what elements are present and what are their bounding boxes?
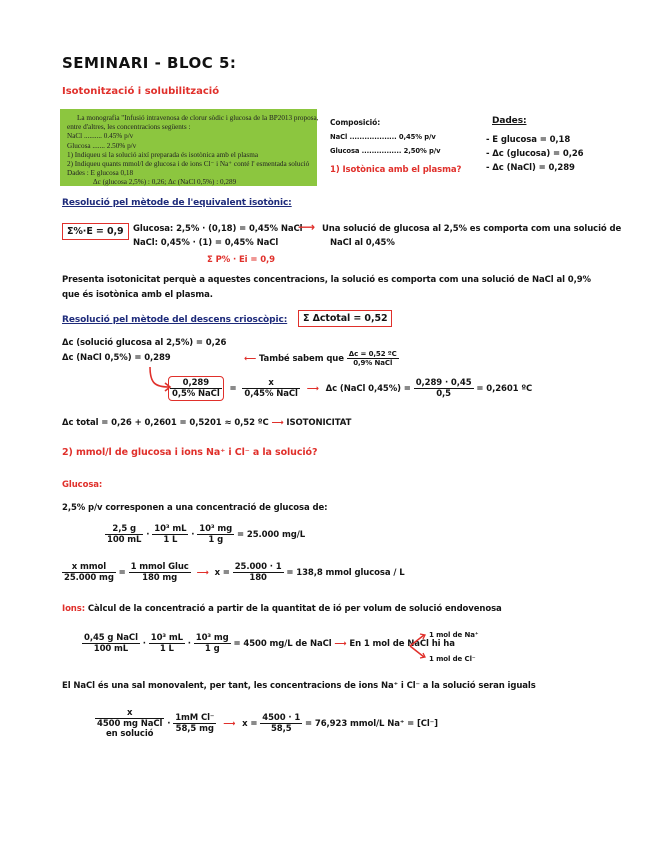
denominator: 180 [249, 573, 267, 583]
equiv-formula: Σ%·E = 0,9 [62, 223, 129, 240]
composition-header: Composició: [330, 118, 381, 127]
equiv-note: NaCl al 0,45% [330, 238, 395, 248]
fraction [82, 633, 140, 654]
problem-statement [60, 109, 317, 186]
ions-conversion [82, 633, 455, 654]
numerator: Δc = 0,52 ºC [348, 350, 397, 358]
denominator: 1 g [208, 535, 224, 545]
problem-line: NaCl .......... 0.45% p/v [67, 132, 134, 141]
denominator: 0,5 [436, 389, 451, 399]
problem-line: Dades : E glucosa 0,18 [67, 169, 134, 178]
times: · [142, 639, 146, 649]
monovalent-text: El NaCl és una sal monovalent, per tant, les concentracions de ions Na⁺ i Cl⁻ a la solució seran iguals [62, 681, 536, 691]
glucosa-conversion [105, 524, 305, 545]
problem-line: 1) Indiqueu si la solució així preparada és isotònica amb el plasma [67, 150, 259, 159]
composition-nacl: NaCl ................... 0,45% p/v [330, 133, 436, 141]
equiv-conclusion: que és isotònica amb el plasma. [62, 290, 213, 300]
fraction [347, 350, 399, 367]
cryo-line: Δc (solució glucosa al 2,5%) = 0,26 [62, 338, 227, 348]
numerator: 25.000 · 1 [234, 562, 282, 572]
cryo-line: Δc (NaCl 0,5%) = 0,289 [62, 353, 171, 363]
cryo-result-post: = 0,2601 ºC [476, 384, 533, 394]
arrow-icon: ⟶ [306, 384, 319, 394]
equals: = [118, 568, 126, 578]
equiv-conclusion: Presenta isotonicitat perquè a aquestes concentracions, la solució es comporta com una solució de NaCl al 0,9% [62, 275, 591, 285]
ions-label: Ions: [62, 604, 86, 614]
q2-header [62, 447, 317, 458]
section-subtitle: Isotonització i solubilització [62, 86, 220, 97]
cryo-proportion [168, 376, 532, 401]
fraction [242, 378, 299, 399]
page-title: SEMINARI - BLOC 5: [62, 54, 237, 72]
fraction [62, 562, 116, 583]
equiv-glucose-line: Glucosa: 2,5% · (0,18) = 0,45% NaCl [133, 224, 303, 234]
times: · [146, 530, 150, 540]
times: · [187, 639, 191, 649]
fraction [129, 562, 191, 583]
numerator: x [95, 708, 164, 719]
question-text: 1) Isotònica amb el plasma? [330, 165, 462, 175]
dades-item: - Δc (NaCl) = 0,289 [486, 163, 575, 173]
denominator: 1 L [159, 644, 174, 654]
equiv-header: Resolució pel mètode de l'equivalent isotònic: [62, 198, 292, 208]
fraction [105, 524, 143, 545]
problem-line: La monografia "Infusió intravenosa de clorur sòdic i glucosa de la BP2013 proposa, [77, 114, 319, 122]
numerator: 1mM Cl⁻ [175, 713, 215, 723]
equiv-nacl-line: NaCl: 0,45% · (1) = 0,45% NaCl [133, 238, 279, 248]
equiv-note: Una solució de glucosa al 2,5% es comporta com una solució de [322, 224, 622, 234]
composition-glucose: Glucosa ................ 2,50% p/v [330, 147, 441, 155]
numerator: 0,45 g NaCl [84, 633, 138, 643]
cryo-also-text: També sabem que [258, 354, 344, 364]
fraction [149, 633, 185, 654]
problem-line: Glucosa ....... 2.50% p/v [67, 141, 137, 150]
branch-arrow-icon [408, 630, 428, 662]
fraction [168, 376, 224, 401]
cl-label: 1 mol de Cl⁻ [429, 655, 476, 663]
isotonicity-label: ISOTONICITAT [286, 418, 352, 428]
fraction [95, 708, 164, 739]
x-label: x = [242, 719, 258, 729]
cryo-also [244, 350, 399, 367]
equiv-result: Σ P% · Ei = 0,9 [207, 255, 275, 265]
numerator: 10³ mL [150, 633, 183, 643]
ions-then: En 1 mol de NaCl hi ha [349, 639, 455, 649]
x-label: x = [214, 568, 230, 578]
problem-line: entre d'altres, les concentracions següents : [67, 123, 191, 132]
denominator-line: en solució [105, 729, 154, 739]
cryo-formula: Σ Δctotal = 0,52 [298, 310, 392, 327]
arrow-icon: ⟶ [298, 220, 316, 234]
denominator: 100 mL [107, 535, 142, 545]
numerator: 4500 · 1 [262, 713, 301, 723]
denominator: 25.000 mg [64, 573, 114, 583]
cryo-header: Resolució pel mètode del descens crioscòpic: [62, 315, 288, 325]
numerator: 0,289 · 0,45 [415, 378, 472, 388]
dades-header: Dades: [492, 116, 527, 126]
denominator: 0,5% NaCl [172, 389, 220, 399]
denominator: 0,9% NaCl [353, 359, 393, 367]
ions-result: = 4500 mg/L de NaCl [233, 639, 332, 649]
fraction [152, 524, 188, 545]
cryo-result-pre: Δc (NaCl 0,45%) = [325, 384, 411, 394]
arrow-icon: ⟶ [223, 719, 236, 729]
fraction [194, 633, 231, 654]
equals: = [229, 384, 237, 394]
conversion-result: = 25.000 mg/L [237, 530, 306, 540]
denominator: 180 mg [142, 573, 178, 583]
fraction [173, 713, 216, 734]
cryo-total [62, 418, 351, 428]
glucosa-text: 2,5% p/v corresponen a una concentració de glucosa de: [62, 503, 328, 513]
q2-header-text: 2) mmol/l de glucosa i ions Na⁺ i Cl⁻ a la solució? [62, 447, 318, 458]
numerator: 2,5 g [105, 524, 143, 535]
ions-final-result: = 76,923 mmol/L Na⁺ = [Cl⁻] [305, 719, 438, 729]
composition-question [330, 165, 461, 175]
arrow-icon: ⟶ [271, 418, 284, 428]
fraction [197, 524, 234, 545]
dades-item: - Δc (glucosa) = 0,26 [486, 149, 584, 159]
numerator: 1 mmol Gluc [130, 562, 189, 572]
numerator: x [242, 378, 299, 389]
denominator: 1 g [204, 644, 220, 654]
mmol-result: = 138,8 mmol glucosa / L [286, 568, 405, 578]
arrow-icon: ⟶ [334, 639, 347, 649]
denominator [95, 719, 164, 739]
glucosa-mmol [62, 562, 405, 583]
ions-line [62, 604, 502, 614]
cryo-total-text: Δc total = 0,26 + 0,2601 = 0,5201 ≈ 0,52 ºC [62, 418, 269, 428]
denominator: 1 L [163, 535, 178, 545]
fraction [414, 378, 474, 399]
glucosa-label: Glucosa: [62, 480, 103, 490]
arrow-icon: ⟶ [196, 568, 209, 578]
numerator: 10³ mg [199, 524, 233, 534]
problem-line: 2) Indiqueu quants mmol/l de glucosa i de ions Cl⁻ i Na⁺ conté l' esmentada solució [67, 160, 310, 169]
fraction [233, 562, 284, 583]
ions-text: Càlcul de la concentració a partir de la quantitat de ió per volum de solució endovenosa [87, 604, 502, 614]
numerator: 10³ mg [195, 633, 229, 643]
denominator: 58,5 [270, 724, 292, 734]
numerator: x mmol [62, 562, 116, 573]
ions-mmol [95, 708, 438, 739]
times: · [167, 719, 171, 729]
denominator: 0,45% NaCl [244, 389, 298, 399]
denominator: 58,5 mg [175, 724, 214, 734]
denominator: 100 mL [93, 644, 129, 654]
numerator: 0,289 [170, 378, 222, 389]
times: · [191, 530, 195, 540]
numerator: 10³ mL [154, 524, 187, 534]
arrow-icon: ⟵ [244, 354, 257, 364]
fraction [260, 713, 302, 734]
dades-item: - E glucosa = 0,18 [486, 135, 571, 145]
denominator-line: 4500 mg NaCl [97, 719, 163, 729]
na-label: 1 mol de Na⁺ [429, 631, 479, 639]
problem-line: Δc (glucosa 2,5%) : 0,26; Δc (NaCl 0,5%) : 0,289 [93, 178, 237, 187]
